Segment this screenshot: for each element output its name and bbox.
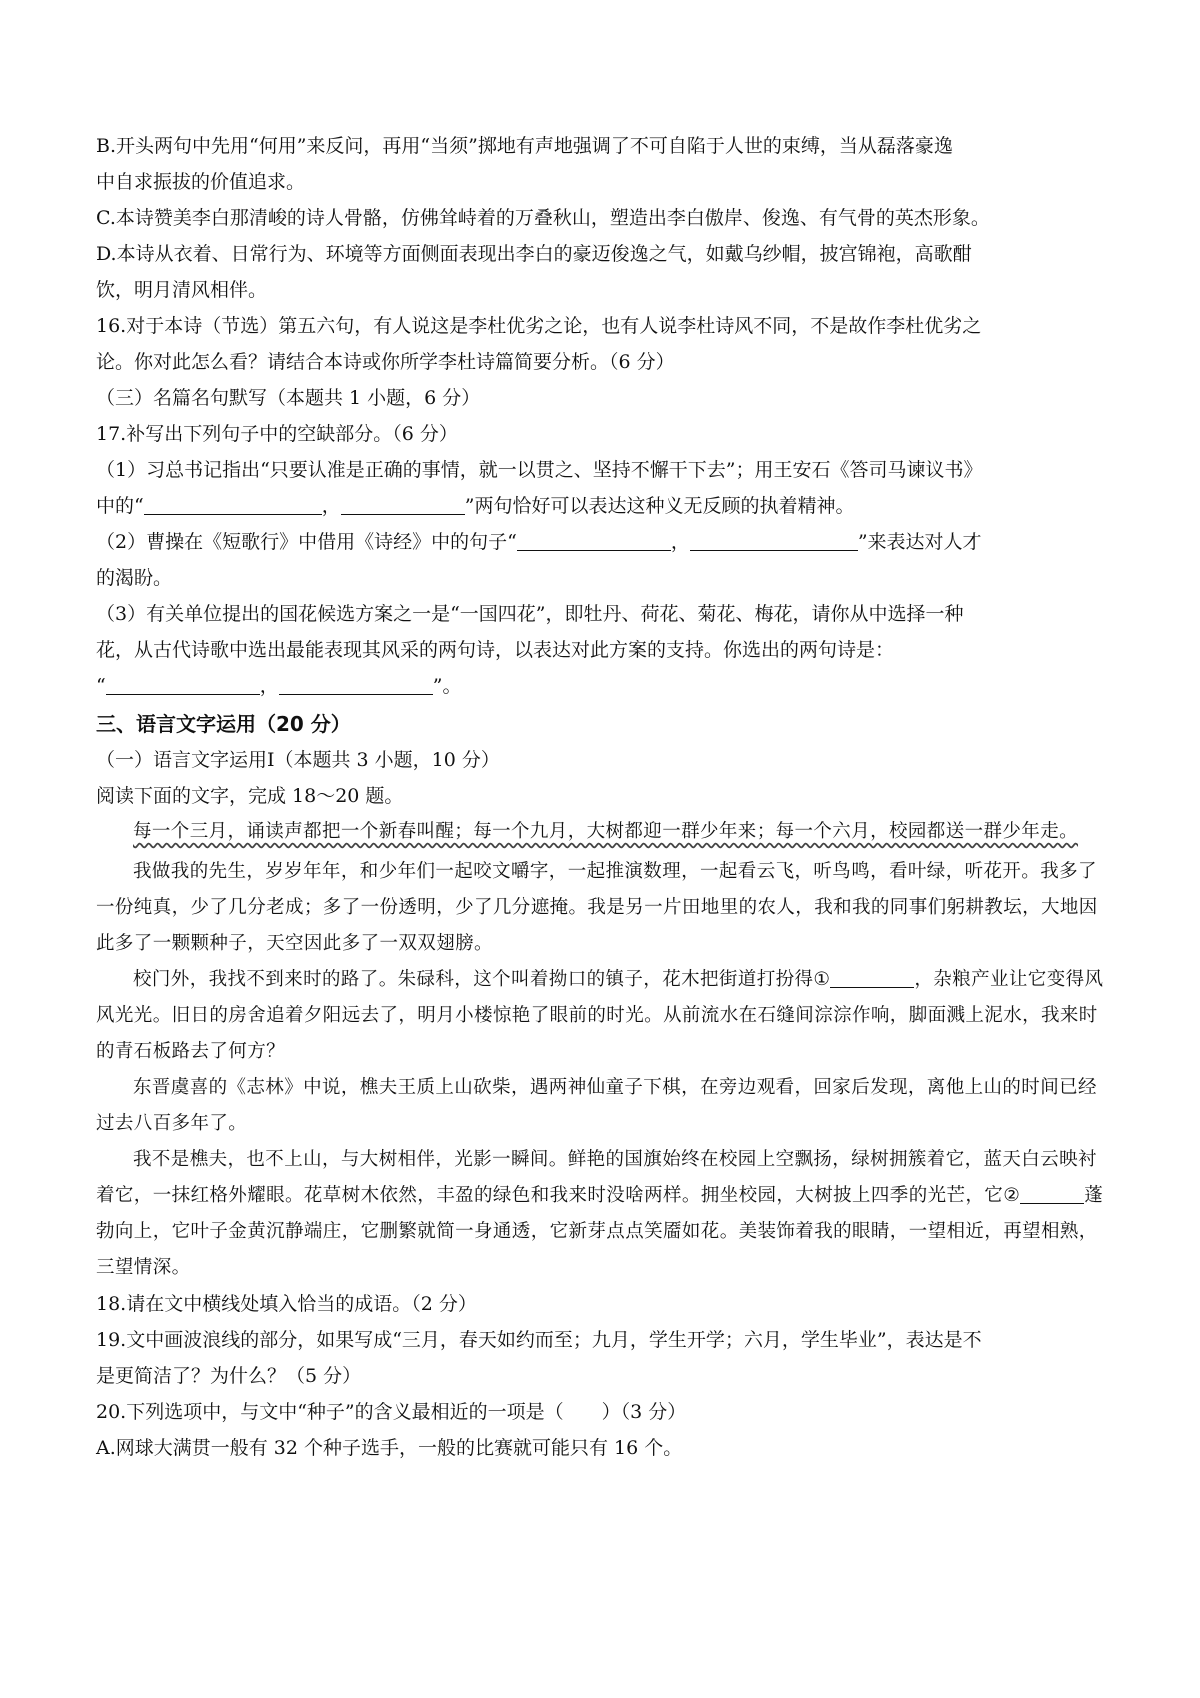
question-17-s1-line2 [96, 488, 1106, 524]
passage-paragraph-3 [96, 962, 1106, 1070]
fill-blank[interactable] [690, 528, 858, 551]
question-17-s1-line1: （1）习总书记指出“只要认准是正确的事情，就一以贯之、坚持不懈干下去”；用王安石《答司马谏议书》 [96, 459, 983, 481]
section-3-heading: 三、语言文字运用（20 分） [96, 712, 351, 736]
option-b-line2: 中自求振拔的价值追求。 [96, 171, 306, 193]
idiom-blank-1[interactable] [830, 965, 914, 988]
p5-text-after-blank: 蓬勃向上，它叶子金黄沉静端庄，它删繁就简一身通透，它新芽点点笑靥如花。美装饰着我的眼睛，一望相近，再望相熟，三望情深。 [96, 1185, 1104, 1278]
wavy-underlined-text: 每一个三月，诵读声都把一个新春叫醒；每一个九月，大树都迎一群少年来；每一个六月，校园都送一群少年走。 [133, 821, 1079, 842]
q17-s1-prefix: 中的“ [96, 495, 144, 517]
question-17-s2-line1 [96, 524, 1106, 560]
section-3-sub-heading: （一）语言文字运用Ⅰ（本题共 3 小题，10 分） [96, 749, 500, 771]
q17-s1-comma: ， [321, 495, 341, 517]
question-17-s3-line2: 花，从古代诗歌中选出最能表现其风采的两句诗，以表达对此方案的支持。你选出的两句诗是： [96, 639, 895, 661]
fill-blank[interactable] [144, 492, 322, 515]
passage-paragraph-5 [96, 1142, 1106, 1286]
option-d-line2: 饮，明月清风相伴。 [96, 279, 268, 301]
question-17-s3-line1: （3）有关单位提出的国花候选方案之一是“一国四花”，即牡丹、荷花、菊花、梅花，请你从中选择一种 [96, 603, 964, 625]
question-17-title: 17.补写出下列句子中的空缺部分。（6 分） [96, 423, 458, 445]
question-19-line2: 是更简洁了？为什么？（5 分） [96, 1365, 362, 1387]
question-20: 20.下列选项中，与文中“种子”的含义最相近的一项是（ ）（3 分） [96, 1401, 687, 1423]
idiom-blank-2[interactable] [1020, 1181, 1084, 1204]
fill-blank[interactable] [279, 672, 433, 695]
p3-text-after-blank: ，杂粮产业让它变得风风光光。旧日的房舍追着夕阳远去了，明月小楼惊艳了眼前的时光。从前流水在石缝间淙淙作响，脚面溅上泥水，我来时的青石板路去了何方？ [96, 969, 1104, 1062]
q17-s3-suffix: ”。 [432, 675, 462, 697]
option-c: C.本诗赞美李白那清峻的诗人骨骼，仿佛耸峙着的万叠秋山，塑造出李白傲岸、俊逸、有气骨的英杰形象。 [96, 207, 990, 229]
question-16-line1: 16.对于本诗（节选）第五六句，有人说这是李杜优劣之论，也有人说李杜诗风不同，不是故作李杜优劣之 [96, 315, 982, 337]
question-18: 18.请在文中横线处填入恰当的成语。（2 分） [96, 1293, 477, 1315]
exam-page [96, 128, 1106, 1466]
q17-s3-prefix: “ [96, 675, 106, 697]
question-17-s3-line3 [96, 668, 1106, 704]
reading-instruction: 阅读下面的文字，完成 18～20 题。 [96, 785, 404, 807]
question-17-s2-line2: 的渴盼。 [96, 567, 173, 589]
fill-blank[interactable] [517, 528, 671, 551]
passage-paragraph-2: 我做我的先生，岁岁年年，和少年们一起咬文嚼字，一起推演数理，一起看云飞，听鸟鸣，看叶绿，听花开。我多了一份纯真，少了几分老成；多了一份透明，少了几分遮掩。我是另一片田地里的农人，我和我的同事们躬耕教坛，大地因此多了一颗颗种子，天空因此多了一双双翅膀。 [96, 861, 1098, 954]
question-20-option-a: A.网球大满贯一般有 32 个种子选手，一般的比赛就可能只有 16 个。 [96, 1437, 683, 1459]
question-16-line2: 论。你对此怎么看？请结合本诗或你所学李杜诗篇简要分析。（6 分） [96, 351, 675, 373]
q17-s1-suffix: ”两句恰好可以表达这种义无反顾的执着精神。 [464, 495, 855, 517]
option-b-line1: B.开头两句中先用“何用”来反问，再用“当须”掷地有声地强调了不可自陷于人世的束缚，当从磊落豪逸 [96, 135, 953, 157]
section-mingju-heading: （三）名篇名句默写（本题共 1 小题，6 分） [96, 387, 481, 409]
q17-s2-prefix: （2）曹操在《短歌行》中借用《诗经》中的句子“ [96, 531, 517, 553]
fill-blank[interactable] [106, 672, 260, 695]
q17-s2-suffix: ”来表达对人才 [857, 531, 982, 553]
question-19-line1: 19.文中画波浪线的部分，如果写成“三月，春天如约而至；九月，学生开学；六月，学生毕业”，表达是不 [96, 1329, 982, 1351]
passage-paragraph-1 [96, 814, 1106, 850]
option-d-line1: D.本诗从衣着、日常行为、环境等方面侧面表现出李白的豪迈俊逸之气，如戴乌纱帽，披宫锦袍，高歌酣 [96, 243, 972, 265]
q17-s2-comma: ， [670, 531, 690, 553]
fill-blank[interactable] [341, 492, 465, 515]
q17-s3-comma: ， [259, 675, 279, 697]
p5-text-before-blank: 我不是樵夫，也不上山，与大树相伴，光影一瞬间。鲜艳的国旗始终在校园上空飘扬，绿树拥簇着它，蓝天白云映衬着它，一抹红格外耀眼。花草树木依然，丰盈的绿色和我来时没啥两样。拥坐校园，大树披上四季的光芒，它② [96, 1149, 1097, 1206]
passage-paragraph-4: 东晋虞喜的《志林》中说，樵夫王质上山砍柴，遇两神仙童子下棋，在旁边观看，回家后发现，离他上山的时间已经过去八百多年了。 [96, 1077, 1097, 1134]
p3-text-before-blank: 校门外，我找不到来时的路了。朱碌科，这个叫着拗口的镇子，花木把街道打扮得① [133, 969, 831, 990]
